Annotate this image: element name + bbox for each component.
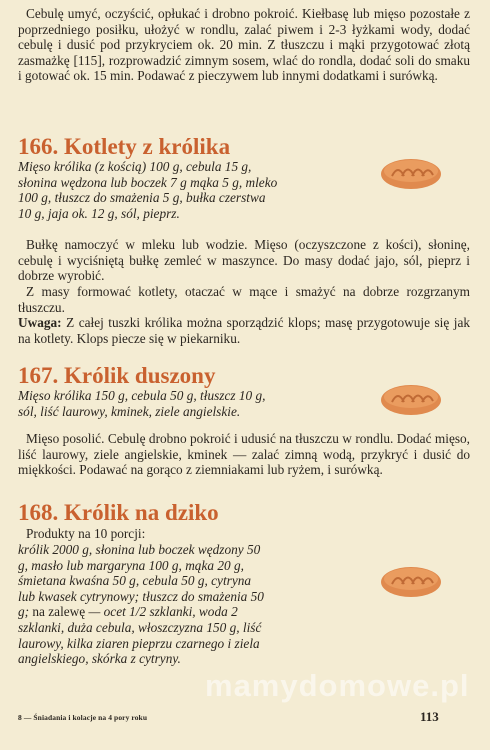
ingredients-166: Mięso królika (z kością) 100 g, cebula 15 g, słonina wędzona lub boczek 7 g mąka 5 g, mleko 100 g, tłuszcz do smażenia 5 g, bułka czerstwa 10 g, jaja ok. 12 g, sól, pieprz. (18, 159, 278, 221)
intro-paragraph: Cebulę umyć, oczyścić, opłukać i drobno pokroić. Kiełbasę lub mięso pozostałe z poprzedniego posiłku, ułożyć w rondlu, zalać piwem i 2-3 łyżkami wody, dodać cebulę i dusić pod przykryciem ok. 20 min. Z tłuszczu i mąki przygotować złotą zasmażkę [115], rozprowadzić zimnym sosem, wlać do rondla, dodać soli do smaku i gotować ok. 15 min. Podawać z pieczywem lub innymi dodatkami i surówką. (18, 6, 470, 84)
method-166: Bułkę namoczyć w mleku lub wodzie. Mięso (oczyszczone z kości), słoninę, cebulę i wyciśniętą bułkę zemleć w maszynce. Do masy dodać jajo, sól, pieprz i dobrze wyrobić. (18, 237, 470, 284)
page-number: 113 (420, 709, 439, 724)
method-167: Mięso posolić. Cebulę drobno pokroić i udusić na tłuszczu w rondlu. Dodać mięso, liść laurowy, ziele angielskie, kminek — zalać zimną wodą, przykryć i dusić do miękkości. Podawać na gorąco z ziemniakami lub ryżem, i surówką. (18, 431, 470, 478)
watermark: mamydomowe.pl (205, 668, 470, 703)
recipe-title-168: 168. Królik na dziko (18, 500, 219, 525)
footer-chapter: 8 — Śniadania i kolacje na 4 pory roku (18, 713, 148, 722)
ingredients-168: królik 2000 g, słonina lub boczek wędzony 50 g, masło lub margaryna 100 g, mąka 20 g, śmietana kwaśna 50 g, cebula 50 g, cytryna lub kwasek cytrynowy; tłuszcz do smażenia 50 g; na zalewę — ocet 1/2 szklanki, woda 2 szklanki, duża cebula, włoszczyzna 150 g, liść laurowy, kilka ziaren pieprzu czarnego i ziela angielskiego, skórka z cytryny. (18, 542, 264, 667)
note-166: Uwaga: Z całej tuszki królika można sporządzić klops; masę przygotowuje się jak na kotlety. Klops piecze się w piekarniku. (18, 315, 470, 346)
recipe-title-166: 166. Kotlety z królika (18, 134, 231, 159)
bread-loaf-icon (380, 562, 442, 598)
method-166-b: Z masy formować kotlety, otaczać w mące i smażyć na dobrze rozgrzanym tłuszczu. (18, 284, 470, 315)
recipe-title-167: 167. Królik duszony (18, 363, 216, 388)
bread-loaf-icon (380, 154, 442, 190)
portions-168: Produkty na 10 porcji: (26, 526, 146, 541)
bread-loaf-icon (380, 380, 442, 416)
ingredients-167: Mięso królika 150 g, cebula 50 g, tłuszcz 10 g, sól, liść laurowy, kminek, ziele angielskie. (18, 388, 266, 419)
